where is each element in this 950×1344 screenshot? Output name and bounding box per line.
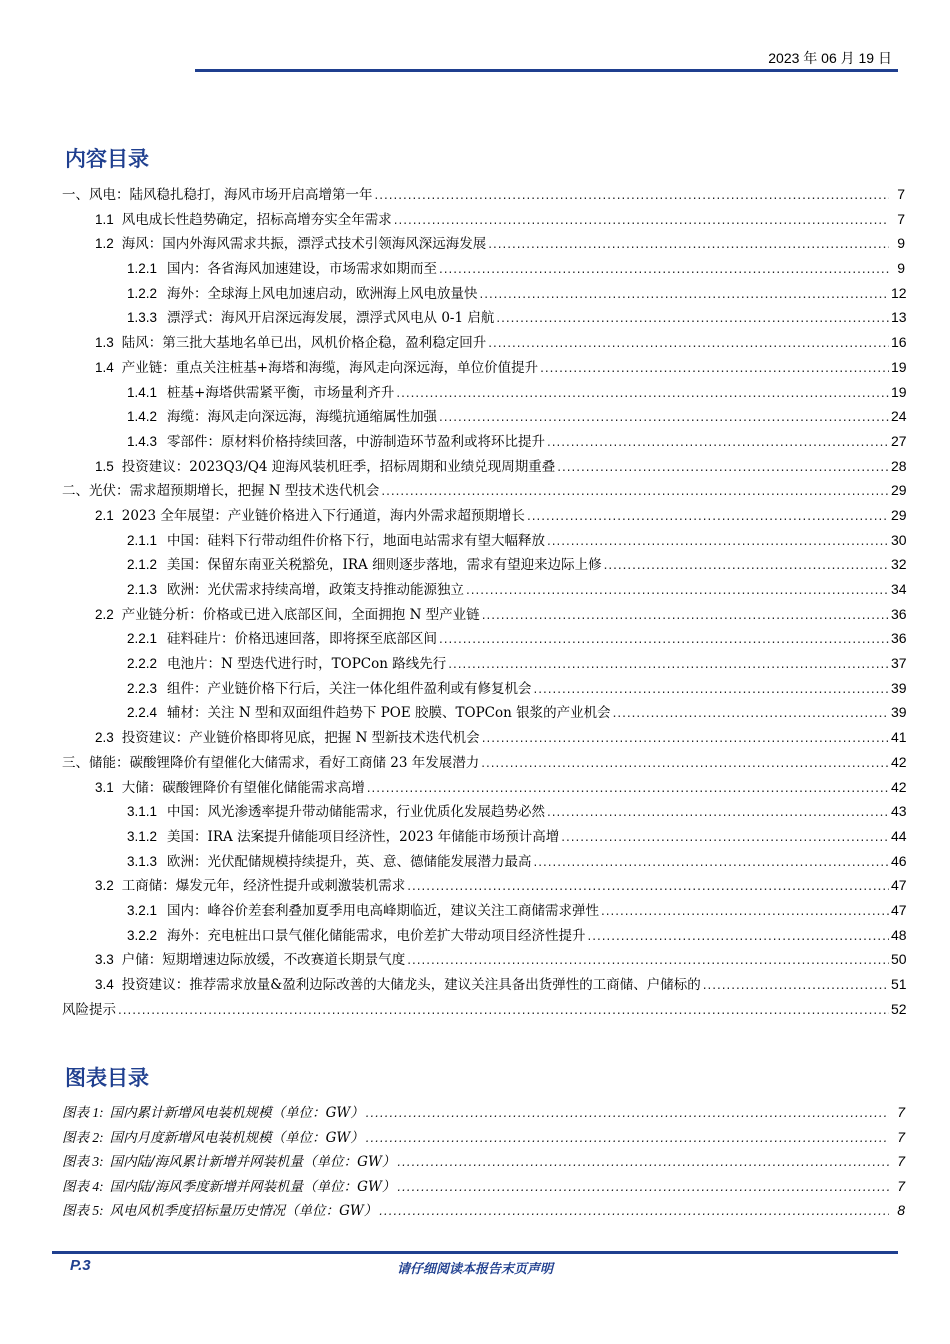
list-of-figures [60, 1101, 905, 1224]
dot-leader [540, 360, 889, 375]
entry-title: 户储：短期增速边际放缓，不改赛道长期景气度 [121, 952, 406, 969]
toc-entry[interactable] [60, 257, 905, 282]
entry-number: 3.1.2 [127, 828, 158, 844]
entry-number: 1.1 [95, 211, 114, 227]
entry-page-number: 29 [891, 506, 907, 523]
entry-title: 陆风：第三批大基地名单已出，风机价格企稳，盈利稳定回升 [121, 335, 487, 352]
entry-page-number: 39 [891, 704, 907, 721]
entry-number: 图表 2: [62, 1129, 104, 1145]
dot-leader [557, 459, 889, 474]
entry-page-number: 8 [897, 1202, 905, 1218]
toc-entry[interactable] [60, 405, 905, 430]
entry-page-number: 28 [891, 457, 907, 474]
footer-disclaimer: 请仔细阅读本报告末页声明 [396, 1262, 553, 1277]
entry-number: 1.4 [95, 359, 114, 375]
entry-title: 国内：峰谷价差套利叠加夏季用电高峰期临近，建议关注工商储需求弹性 [167, 902, 600, 919]
dot-leader [527, 508, 889, 523]
entry-page-number: 32 [891, 556, 907, 573]
entry-title: 硅料硅片：价格迅速回落，即将探至底部区间 [167, 631, 438, 648]
entry-title: 投资建议：推荐需求放量&盈利边际改善的大储龙头，建议关注具备出货弹性的工商储、户储标的 [121, 977, 701, 993]
dot-leader [534, 681, 889, 696]
dot-leader [366, 1130, 889, 1145]
entry-title: 风险提示 [62, 1001, 116, 1018]
entry-page-number: 16 [891, 334, 907, 351]
entry-title: 组件：产业链价格下行后，关注一体化组件盈利或有修复机会 [167, 680, 532, 697]
entry-page-number: 37 [891, 655, 907, 672]
dot-leader [396, 385, 889, 400]
entry-page-number: 7 [897, 1153, 905, 1169]
dot-leader [439, 261, 889, 276]
dot-leader [375, 187, 890, 202]
toc-entry[interactable] [60, 776, 905, 801]
dot-leader [366, 1105, 889, 1120]
entry-number: 二、 [62, 483, 89, 499]
entry-title: 国内累计新增风电装机规模（单位：GW） [109, 1105, 364, 1121]
dot-leader [407, 878, 889, 893]
toc-entry[interactable] [60, 973, 905, 998]
entry-title: 中国：风光渗透率提升带动储能需求，行业优质化发展趋势必然 [167, 804, 546, 821]
toc-entry[interactable] [60, 356, 905, 381]
toc-entry[interactable] [60, 331, 905, 356]
toc-entry[interactable] [60, 578, 905, 603]
entry-title: 海外：充电桩出口景气催化储能需求，电价差扩大带动项目经济性提升 [167, 927, 586, 944]
entry-title: 欧洲：光伏配储规模持续提升，英、意、德储能发展潜力最高 [167, 853, 532, 870]
toc-entry[interactable] [60, 603, 905, 628]
toc-entry[interactable] [60, 998, 905, 1023]
entry-number: 1.2.2 [127, 285, 158, 301]
toc-entry[interactable] [60, 529, 905, 554]
entry-title: 光伏：需求超预期增长，把握 N 型技术迭代机会 [89, 483, 380, 500]
entry-page-number: 48 [891, 926, 907, 943]
entry-title: 辅材：关注 N 型和双面组件趋势下 POE 胶膜、TOPCon 银浆的产业机会 [167, 705, 611, 722]
entry-title: 漂浮式：海风开启深远海发展，漂浮式风电从 0-1 启航 [167, 310, 495, 327]
figure-entry[interactable] [60, 1199, 905, 1224]
dot-leader [703, 977, 889, 992]
dot-leader [482, 730, 889, 745]
entry-page-number: 7 [897, 186, 905, 202]
entry-page-number: 19 [891, 358, 907, 375]
entry-page-number: 9 [897, 235, 905, 252]
dot-leader [547, 533, 889, 548]
entry-page-number: 34 [891, 581, 907, 597]
entry-number: 一、 [62, 187, 89, 202]
entry-number: 2.2.2 [127, 656, 158, 672]
toc-entry[interactable] [60, 800, 905, 825]
entry-title: 投资建议：2023Q3/Q4 迎海风装机旺季，招标周期和业绩兑现周期重叠 [121, 458, 556, 475]
toc-entry[interactable] [60, 430, 905, 455]
dot-leader [439, 631, 889, 646]
page-number: P.3 [70, 1257, 91, 1274]
entry-number: 2.2 [95, 606, 114, 622]
entry-number: 3.2 [95, 878, 114, 894]
entry-page-number: 39 [891, 679, 907, 696]
entry-title: 电池片：N 型迭代进行时，TOPCon 路线先行 [167, 656, 447, 673]
dot-leader [118, 1002, 889, 1017]
dot-leader [547, 434, 889, 449]
entry-page-number: 29 [891, 482, 907, 499]
entry-page-number: 7 [897, 1104, 905, 1120]
entry-title: 产业链分析：价格或已进入底部区间，全面拥抱 N 型产业链 [121, 606, 480, 623]
table-of-contents [60, 183, 905, 1022]
footer-divider [52, 1251, 898, 1254]
entry-number: 2.1 [95, 507, 114, 523]
entry-number: 2.2.1 [127, 631, 158, 647]
entry-page-number: 44 [891, 827, 907, 844]
toc-entry[interactable] [60, 381, 905, 406]
entry-page-number: 47 [891, 877, 907, 894]
entry-title: 储能：碳酸锂降价有望催化大储需求，看好工商储 23 年发展潜力 [89, 754, 480, 771]
entry-number: 图表 5: [62, 1203, 104, 1218]
dot-leader [482, 607, 889, 622]
dot-leader [601, 903, 889, 918]
entry-page-number: 9 [897, 260, 905, 277]
dot-leader [588, 928, 889, 943]
entry-page-number: 7 [897, 1128, 905, 1145]
dot-leader [397, 1154, 889, 1169]
toc-entry[interactable] [60, 726, 905, 751]
toc-entry[interactable] [60, 553, 905, 578]
entry-page-number: 27 [891, 432, 907, 449]
entry-page-number: 7 [897, 1177, 905, 1194]
entry-title: 美国：IRA 法案提升储能项目经济性，2023 年储能市场预计高增 [167, 828, 560, 845]
header-divider [195, 69, 898, 72]
entry-title: 风电成长性趋势确定，招标高增夯实全年需求 [121, 211, 392, 228]
toc-entry[interactable] [60, 850, 905, 875]
entry-title: 中国：硅料下行带动组件价格下行，地面电站需求有望大幅释放 [167, 532, 546, 549]
entry-title: 海外：全球海上风电加速启动，欧洲海上风电放量快 [167, 285, 478, 302]
entry-title: 工商储：爆发元年，经济性提升或刺激装机需求 [121, 878, 406, 895]
entry-number: 2.2.3 [127, 680, 158, 696]
dot-leader [379, 1203, 889, 1218]
dot-leader [439, 409, 889, 424]
dot-leader [407, 952, 889, 967]
toc-entry[interactable] [60, 183, 905, 208]
entry-page-number: 41 [891, 729, 907, 746]
toc-entry[interactable] [60, 948, 905, 973]
entry-title: 美国：保留东南亚关税豁免，IRA 细则逐步落地，需求有望迎来边际上修 [167, 557, 602, 574]
entry-title: 国内陆/海风季度新增并网装机量（单位：GW） [109, 1178, 396, 1195]
entry-number: 图表 3: [62, 1154, 104, 1169]
entry-page-number: 47 [891, 901, 907, 918]
entry-number: 3.1.3 [127, 853, 158, 869]
entry-number: 1.4.1 [127, 384, 158, 400]
entry-page-number: 52 [891, 1000, 907, 1017]
dot-leader [480, 286, 889, 301]
entry-number: 图表 1: [62, 1105, 104, 1120]
toc-entry[interactable] [60, 282, 905, 307]
entry-number: 1.4.3 [127, 433, 158, 449]
entry-number: 3.1 [95, 779, 114, 795]
toc-entry[interactable] [60, 677, 905, 702]
entry-page-number: 50 [891, 951, 907, 968]
entry-title: 欧洲：光伏需求持续高增，政策支持推动能源独立 [167, 582, 465, 598]
dot-leader [466, 582, 889, 597]
entry-number: 1.2.1 [127, 261, 158, 277]
toc-entry[interactable] [60, 306, 905, 331]
dot-leader [488, 335, 889, 350]
dot-leader [561, 829, 889, 844]
entry-number: 3.2.2 [127, 927, 158, 943]
entry-title: 海缆：海风走向深远海，海缆抗通缩属性加强 [167, 409, 438, 426]
toc-entry[interactable] [60, 232, 905, 257]
entry-title: 风电风机季度招标量历史情况（单位：GW） [109, 1203, 378, 1219]
figure-entry[interactable] [60, 1150, 905, 1175]
entry-title: 国内月度新增风电装机规模（单位：GW） [109, 1129, 364, 1146]
toc-entry[interactable] [60, 455, 905, 480]
toc-entry[interactable] [60, 899, 905, 924]
dot-leader [367, 780, 889, 795]
entry-page-number: 19 [891, 383, 907, 400]
entry-page-number: 43 [891, 803, 907, 820]
entry-title: 海风：国内外海风需求共振，漂浮式技术引领海风深远海发展 [121, 236, 487, 253]
entry-page-number: 7 [897, 210, 905, 227]
entry-number: 2.1.3 [127, 582, 158, 597]
entry-number: 2.2.4 [127, 705, 158, 721]
entry-title: 国内：各省海风加速建设，市场需求如期而至 [167, 261, 438, 278]
toc-entry[interactable] [60, 825, 905, 850]
dot-leader [481, 755, 889, 770]
entry-title: 国内陆/海风累计新增并网装机量（单位：GW） [109, 1154, 396, 1170]
toc-entry[interactable] [60, 652, 905, 677]
entry-number: 1.3.3 [127, 310, 158, 326]
entry-page-number: 30 [891, 531, 907, 548]
entry-number: 图表 4: [62, 1178, 104, 1194]
dot-leader [394, 212, 889, 227]
dot-leader [496, 310, 889, 325]
dot-leader [604, 557, 889, 572]
entry-title: 2023 全年展望：产业链价格进入下行通道，海内外需求超预期增长 [121, 507, 525, 524]
entry-page-number: 46 [891, 852, 907, 869]
entry-title: 零部件：原材料价格持续回落，中游制造环节盈利或将环比提升 [167, 433, 546, 450]
entry-page-number: 13 [891, 309, 907, 326]
entry-page-number: 51 [891, 976, 907, 992]
entry-number: 1.2 [95, 236, 114, 252]
dot-leader [397, 1179, 889, 1194]
entry-title: 风电：陆风稳扎稳打，海风市场开启高增第一年 [89, 187, 373, 203]
figure-entry[interactable] [60, 1126, 905, 1151]
toc-entry[interactable] [60, 701, 905, 726]
entry-number: 3.2.1 [127, 902, 158, 918]
entry-number: 3.1.1 [127, 804, 158, 820]
toc-entry[interactable] [60, 208, 905, 233]
report-date: 2023 年 06 月 19 日 [768, 50, 892, 66]
entry-number: 2.1.1 [127, 532, 158, 548]
entry-number: 1.3 [95, 335, 114, 351]
entry-title: 投资建议：产业链价格即将见底，把握 N 型新技术迭代机会 [121, 730, 480, 747]
entry-page-number: 24 [891, 408, 907, 425]
toc-entry[interactable] [60, 874, 905, 899]
figure-entry[interactable] [60, 1101, 905, 1126]
figure-entry[interactable] [60, 1175, 905, 1200]
entry-number: 1.4.2 [127, 409, 158, 425]
entry-number: 1.5 [95, 458, 114, 474]
entry-number: 3.3 [95, 952, 114, 968]
toc-entry[interactable] [60, 924, 905, 949]
dot-leader [381, 483, 889, 498]
dot-leader [534, 854, 889, 869]
entry-number: 2.3 [95, 730, 114, 746]
entry-title: 桩基+海塔供需紧平衡，市场量利齐升 [167, 384, 395, 401]
entry-page-number: 36 [891, 630, 907, 647]
entry-page-number: 42 [891, 778, 907, 795]
dot-leader [448, 656, 889, 671]
dot-leader [488, 236, 889, 251]
entry-title: 产业链：重点关注桩基+海塔和海缆，海风走向深远海，单位价值提升 [121, 359, 539, 376]
entry-page-number: 12 [891, 284, 907, 301]
contents-title: 内容目录 [65, 147, 149, 171]
toc-entry[interactable] [60, 627, 905, 652]
dot-leader [547, 804, 889, 819]
entry-number: 3.4 [95, 977, 114, 992]
entry-number: 2.1.2 [127, 557, 158, 573]
entry-number: 三、 [62, 754, 89, 770]
entry-title: 大储：碳酸锂降价有望催化储能需求高增 [121, 779, 365, 796]
toc-entry[interactable] [60, 479, 905, 504]
dot-leader [613, 705, 889, 720]
toc-entry[interactable] [60, 504, 905, 529]
entry-page-number: 42 [891, 753, 907, 770]
toc-entry[interactable] [60, 751, 905, 776]
figures-title: 图表目录 [65, 1066, 149, 1090]
entry-page-number: 36 [891, 605, 907, 622]
